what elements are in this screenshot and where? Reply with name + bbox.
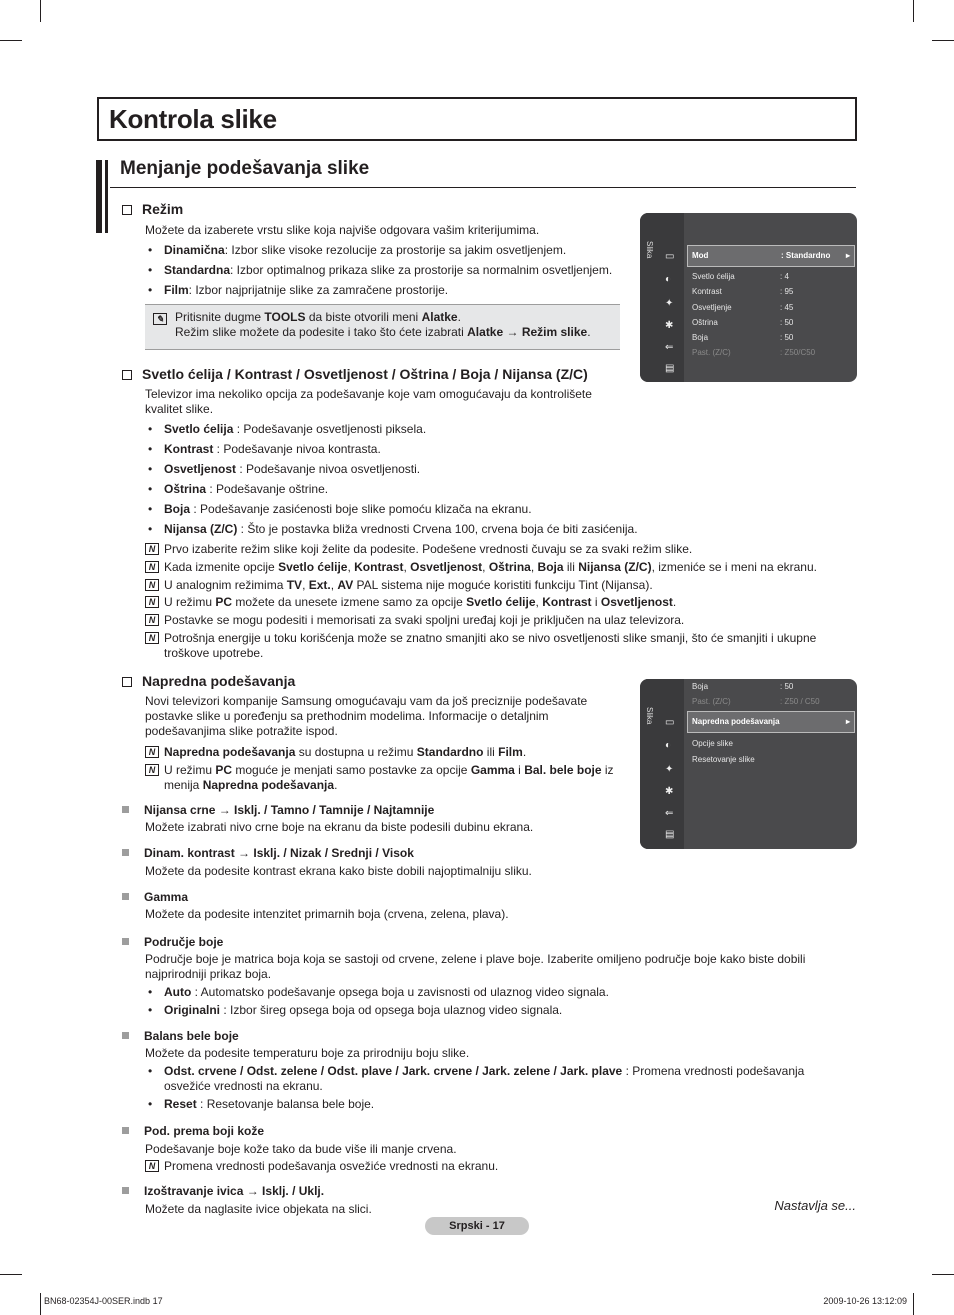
list-item [148, 1064, 838, 1094]
term: Standardna [164, 263, 231, 277]
t: , izmeniće se i meni na ekranu. [651, 560, 817, 574]
note [145, 578, 835, 593]
checkbox-icon [122, 205, 132, 215]
note-text: Potrošnja energije u toku korišćenja može se znatno smanjiti ako se nivo osvetljenosti slike smanji, što će smanjiti i ukupne troškove upotrebe. [164, 631, 817, 660]
t: U režimu [164, 763, 216, 777]
t: , [535, 595, 543, 609]
item-text: Možete da podesite intenzitet primarnih boja (crvena, zelena, plava). [145, 907, 509, 921]
list-item [148, 985, 808, 1000]
item-title: Izoštravanje ivica → Isklj. / Uklj. [144, 1184, 325, 1198]
t: Alatke → Režim slike [467, 325, 588, 339]
item-title: Pod. prema boji kože [144, 1124, 265, 1138]
input-icon: ⇐ [665, 808, 674, 819]
t: Svetlo ćelije [466, 595, 536, 609]
bullet-square-icon [122, 938, 129, 945]
desc: : Izbor optimalnog prikaza slike za prostorije sa normalnim osvetljenjem. [230, 263, 613, 277]
bullet-square-icon [122, 893, 129, 900]
term: Film [164, 283, 189, 297]
tools-note-text [175, 310, 615, 340]
t: Nijansa (Z/C) [578, 560, 652, 574]
t: i [591, 595, 601, 609]
note-text: Promena vrednosti podešavanja osvežiće vrednosti na ekranu. [164, 1159, 499, 1173]
osd-value: : 50 [780, 318, 794, 327]
item-title: Balans bele boje [144, 1029, 239, 1043]
section-bar [105, 160, 108, 233]
osd-value: : Z50/C50 [780, 348, 816, 357]
setup-icon: ✱ [665, 320, 674, 331]
page-number: Srpski - 17 [425, 1217, 529, 1235]
desc: : Podešavanje zasićenosti boje slike pomoću klizača na ekranu. [190, 502, 532, 516]
crop-mark [913, 1293, 914, 1315]
t: . [457, 310, 461, 324]
note-icon: N [145, 579, 159, 591]
osd-label: Napredna podešavanja [692, 717, 780, 726]
t: Osvetljenost [600, 595, 673, 609]
item-text: Možete da podesite kontrast ekrana kako biste dobili najoptimalniju sliku. [145, 864, 532, 878]
t: Napredna podešavanja [164, 745, 296, 759]
t: Film [498, 745, 523, 759]
osd-menu-advanced [640, 679, 857, 849]
item-text: Područje boje je matrica boja koja se sastoji od crvene, zelene i plave boje. Izaberite omiljeno područje boje kako biste dobili najprirodniji prikaz boja. [145, 952, 806, 981]
t: Oštrina [488, 560, 531, 574]
heading-text: Svetlo ćelija / Kontrast / Osvetljenost / Oštrina / Boja / Nijansa (Z/C) [142, 366, 588, 382]
t: možete da unesete izmene samo za opcije [232, 595, 467, 609]
t: PAL sistema nije moguće koristiti funkciju Tint (Nijansa). [353, 578, 653, 592]
osd-label: Osvetljenje [692, 303, 732, 312]
sound-icon: ◐ [665, 274, 672, 285]
item-title: Područje boje [144, 935, 224, 949]
t: da biste otvorili meni [305, 310, 422, 324]
t: su dostupna u režimu [295, 745, 417, 759]
osd-label: Opcije slike [692, 739, 733, 748]
osd-value: : 95 [780, 287, 794, 296]
t: . [672, 595, 677, 609]
osd-row[interactable] [692, 739, 733, 749]
channel-icon: ✦ [665, 764, 674, 775]
osd-label: Resetovanje slike [692, 755, 755, 764]
item-title: Gamma [144, 890, 189, 904]
osd-value: : Standardno [781, 251, 831, 260]
list-item [148, 243, 623, 258]
bullet-square-icon [122, 1127, 129, 1134]
desc: : Podešavanje nivoa osvetljenosti. [236, 462, 421, 476]
picture-icon: ▭ [665, 251, 675, 262]
t: Osvetljenost [410, 560, 483, 574]
item-heading [122, 1124, 264, 1139]
desc: : Promena vrednosti podešavanja osvežiće vrednosti na ekranu. [164, 1064, 805, 1093]
note-icon: N [145, 746, 159, 758]
term: Svetlo ćelija [164, 422, 234, 436]
term: Originalni [164, 1003, 221, 1017]
footer-filename: BN68-02354J-00SER.indb 17 [44, 1296, 163, 1306]
section-title: Menjanje podešavanja slike [120, 158, 370, 179]
osd-row[interactable] [692, 287, 794, 297]
desc: : Izbor slike visoke rezolucije za prostorije sa jakim osvetljenjem. [224, 243, 567, 257]
osd-row[interactable] [692, 318, 794, 328]
desc: : Što je postavka bliža vrednosti Crvena 100, crvena boja će biti zasićenija. [237, 522, 638, 536]
list-item [148, 462, 668, 477]
list-item [148, 263, 623, 278]
setup-icon: ✱ [665, 786, 674, 797]
osd-row[interactable] [692, 272, 789, 282]
t: , [530, 560, 538, 574]
t: , [482, 560, 489, 574]
note [145, 595, 835, 610]
picture-icon: ▭ [665, 717, 675, 728]
remote-icon: ✎ [153, 313, 167, 325]
rezim-intro: Možete da izaberete vrstu slike koja najviše odgovara vašim kriterijumima. [145, 223, 540, 237]
note [145, 613, 835, 628]
osd-label: Mod [692, 251, 709, 260]
arrow-right-icon: ▸ [845, 251, 850, 260]
note-icon: N [145, 614, 159, 626]
osd-menu-picture [640, 213, 857, 382]
list-item [148, 283, 623, 298]
osd-side-label: Slika [645, 707, 654, 725]
footer-timestamp: 2009-10-26 13:12:09 [823, 1296, 907, 1306]
note-icon: N [145, 561, 159, 573]
note-icon: N [145, 632, 159, 644]
osd-row[interactable] [692, 303, 794, 313]
section-divider [110, 187, 856, 188]
osd-row [692, 697, 820, 707]
term: Reset [164, 1097, 197, 1111]
t: iz menija [164, 763, 614, 792]
desc: : Podešavanje osvetljenosti piksela. [233, 422, 427, 436]
t: . [522, 745, 527, 759]
osd-row[interactable] [692, 333, 794, 343]
crop-mark [932, 40, 954, 41]
t: Boja [537, 560, 564, 574]
osd-value: : 45 [780, 303, 794, 312]
list-item [148, 422, 668, 437]
note [145, 763, 615, 793]
osd-label: Boja [692, 682, 709, 691]
note-text: Postavke se mogu podesiti i memorisati za svaki spoljni uređaj koji je priključen na ulaz televizora. [164, 613, 685, 627]
osd-sidebar [640, 679, 684, 849]
t: Napredna podešavanja [202, 778, 335, 792]
desc: : Podešavanje nivoa kontrasta. [213, 442, 381, 456]
t: ili [483, 745, 499, 759]
term: Boja [164, 502, 191, 516]
note [145, 631, 845, 661]
item-heading [122, 846, 414, 861]
item-heading [122, 935, 223, 950]
t: , [302, 578, 309, 592]
t: U režimu [164, 595, 216, 609]
checkbox-icon [122, 677, 132, 687]
item-heading [122, 1029, 239, 1044]
t: Ext. [308, 578, 331, 592]
svetlo-intro: Televizor ima nekoliko opcija za podešavanje koje vam omogućavaju da kontrolišete kvalitet slike. [145, 387, 592, 416]
osd-row[interactable] [692, 682, 794, 692]
t: Pritisnite dugme [175, 310, 265, 324]
t: PC [215, 595, 233, 609]
continued-label: Nastavlja se... [774, 1198, 856, 1213]
note [145, 560, 845, 575]
heading-text: Režim [142, 201, 184, 217]
note-text: Prvo izaberite režim slike koji želite da podesite. Podešene vrednosti čuvaju se za svaki režim slike. [164, 542, 693, 556]
osd-selected-row[interactable] [687, 711, 855, 733]
item-text: Možete da naglasite ivice objekata na slici. [145, 1202, 372, 1216]
napredna-intro: Novi televizori kompanije Samsung omogućavaju vam da još preciznije podešavate postavke slike u poređenju sa prethodnim modelima. Informacije o detaljnim podešavanjima slike potražite ispod. [145, 694, 588, 738]
term: Nijansa (Z/C) [164, 522, 238, 536]
term: Kontrast [164, 442, 214, 456]
t: i [514, 763, 525, 777]
note [145, 745, 615, 760]
item-title: Dinam. kontrast → Isklj. / Nizak / Srednji / Visok [144, 846, 414, 860]
t: Kontrast [354, 560, 404, 574]
checkbox-icon [122, 370, 132, 380]
heading-text: Napredna podešavanja [142, 673, 296, 689]
term: Dinamična [164, 243, 225, 257]
osd-value: : 50 [780, 333, 794, 342]
sound-icon: ◐ [665, 740, 672, 751]
crop-mark [40, 0, 41, 22]
desc: : Podešavanje oštrine. [206, 482, 329, 496]
crop-mark [0, 1274, 22, 1275]
item-heading [122, 803, 434, 818]
desc: : Resetovanje balansa bele boje. [196, 1097, 375, 1111]
note-icon: N [145, 1160, 159, 1172]
osd-label: Past. (Z/C) [692, 697, 731, 706]
crop-mark [40, 1293, 41, 1315]
osd-row [692, 348, 816, 358]
t: . [334, 778, 338, 792]
crop-mark [913, 0, 914, 22]
bullet-square-icon [122, 849, 129, 856]
input-icon: ⇐ [665, 342, 674, 353]
crop-mark [932, 1274, 954, 1275]
note-icon: N [145, 764, 159, 776]
list-item [148, 522, 708, 537]
tools-note [145, 304, 620, 350]
t: Gamma [470, 763, 515, 777]
t: TV [286, 578, 303, 592]
term: Auto [164, 985, 192, 999]
t: Alatke [421, 310, 458, 324]
osd-label: Svetlo ćelija [692, 272, 735, 281]
application-icon: ▤ [665, 829, 675, 840]
t: Režim slike možete da podesite i tako što ćete izabrati [175, 325, 468, 339]
list-item [148, 482, 668, 497]
osd-label: Past. (Z/C) [692, 348, 731, 357]
bullet-square-icon [122, 1187, 129, 1194]
arrow-right-icon: ▸ [845, 717, 850, 726]
bullet-square-icon [122, 1032, 129, 1039]
t: Bal. bele boje [524, 763, 602, 777]
bullet-square-icon [122, 806, 129, 813]
term: Odst. crvene / Odst. zelene / Odst. plave / Jark. crvene / Jark. zelene / Jark. plave [164, 1064, 623, 1078]
osd-label: Boja [692, 333, 709, 342]
t: , [347, 560, 355, 574]
t: ili [563, 560, 579, 574]
t: U analognim režimima [164, 578, 287, 592]
term: Osvetljenost [164, 462, 237, 476]
t: Kontrast [542, 595, 592, 609]
osd-label: Kontrast [692, 287, 722, 296]
desc: : Izbor najprijatnije slike za zamračene prostorije. [188, 283, 449, 297]
note [145, 1159, 745, 1174]
application-icon: ▤ [665, 363, 675, 374]
page-title: Kontrola slike [109, 104, 277, 134]
t: Svetlo ćelije [278, 560, 348, 574]
note-icon: N [145, 596, 159, 608]
t: Kada izmenite opcije [164, 560, 279, 574]
list-item [148, 1097, 838, 1112]
item-heading [122, 1184, 324, 1199]
heading-napredna [122, 672, 295, 690]
t: Standardno [416, 745, 484, 759]
osd-row[interactable] [692, 755, 755, 765]
osd-side-label: Slika [645, 241, 654, 259]
list-item [148, 1003, 808, 1018]
note [145, 542, 835, 557]
osd-label: Oštrina [692, 318, 718, 327]
osd-sidebar [640, 213, 684, 382]
heading-rezim [122, 200, 183, 218]
item-title: Nijansa crne → Isklj. / Tamno / Tamnije / Najtamnije [144, 803, 435, 817]
heading-svetlo [122, 365, 622, 383]
item-text: Možete izabrati nivo crne boje na ekranu da biste podesili dubinu ekrana. [145, 820, 534, 834]
osd-value: : Z50 / C50 [780, 697, 820, 706]
desc: : Automatsko podešavanje opsega boja u zavisnosti od ulaznog video signala. [191, 985, 609, 999]
list-item [148, 502, 668, 517]
term: Oštrina [164, 482, 207, 496]
channel-icon: ✦ [665, 298, 674, 309]
desc: : Izbor šireg opsega boja od opsega boja ulaznog video signala. [220, 1003, 563, 1017]
section-bar [96, 160, 102, 233]
t: , [330, 578, 338, 592]
osd-selected-row[interactable] [687, 245, 855, 267]
t: , [403, 560, 411, 574]
note-icon: N [145, 543, 159, 555]
t: . [587, 325, 591, 339]
item-text: Podešavanje boje kože tako da bude više ili manje crvena. [145, 1142, 457, 1156]
item-text: Možete da podesite temperaturu boje za prirodniju boju slike. [145, 1046, 470, 1060]
list-item [148, 442, 668, 457]
item-heading [122, 890, 188, 905]
crop-mark [0, 40, 22, 41]
osd-value: : 50 [780, 682, 794, 691]
osd-value: : 4 [780, 272, 789, 281]
t: moguće je menjati samo postavke za opcije [232, 763, 471, 777]
t: TOOLS [264, 310, 306, 324]
t: PC [215, 763, 233, 777]
page-title-box [97, 97, 857, 141]
t: AV [337, 578, 354, 592]
